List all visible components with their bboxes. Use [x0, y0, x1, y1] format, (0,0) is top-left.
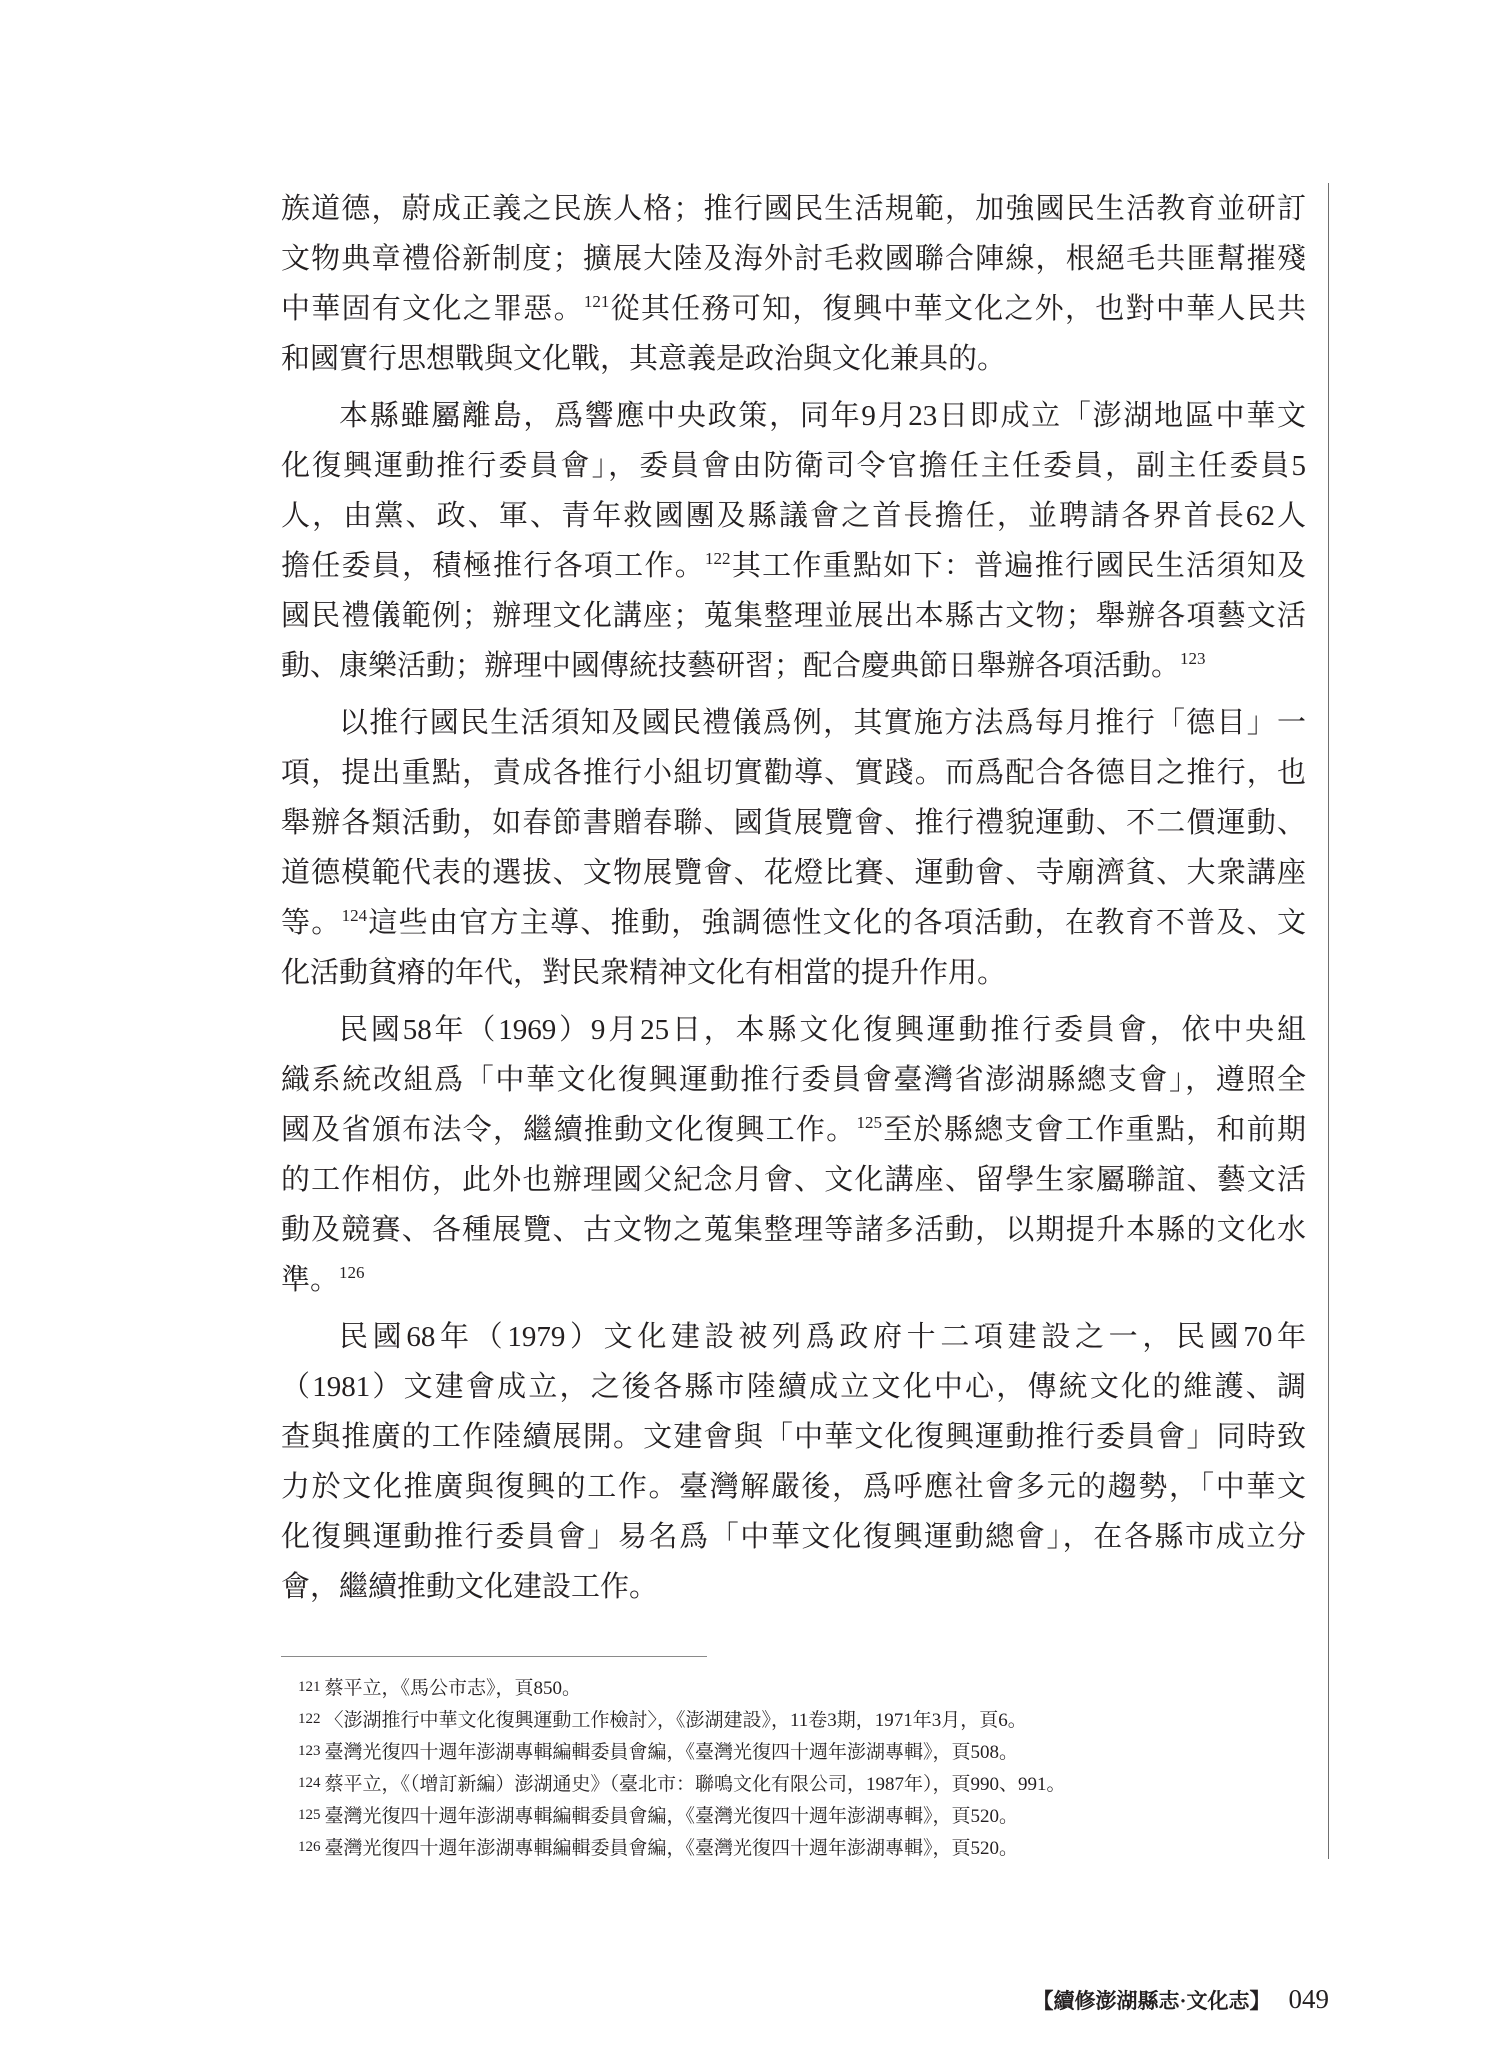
line-text: 動、康樂活動；辦理中國傳統技藝研習；配合慶典節日舉辦各項活動。 — [281, 650, 1181, 682]
text-line — [281, 1105, 1306, 1155]
body-paragraph — [281, 184, 1306, 384]
footnote-number: 124 — [298, 1775, 321, 1791]
line-text: 準。 — [281, 1264, 340, 1296]
line-text: 至於縣總支會工作重點，和前期 — [881, 1114, 1306, 1146]
running-title: 【續修澎湖縣志·文化志】 — [1032, 1989, 1271, 2013]
footnote-text: 臺灣光復四十週年澎湖專輯編輯委員會編，《臺灣光復四十週年澎湖專輯》，頁508。 — [324, 1742, 1019, 1763]
column-rule — [1328, 183, 1329, 1859]
text-line — [281, 284, 1306, 334]
text-line: 民國68年（1979）文化建設被列爲政府十二項建設之一，民國70年 — [339, 1321, 1306, 1353]
main-text — [281, 184, 1306, 1612]
text-line: 國民禮儀範例；辦理文化講座；蒐集整理並展出本縣古文物；舉辦各項藝文活 — [281, 600, 1306, 632]
footnote-number: 123 — [298, 1743, 321, 1759]
footnote-text: 臺灣光復四十週年澎湖專輯編輯委員會編，《臺灣光復四十週年澎湖專輯》，頁520。 — [324, 1838, 1019, 1859]
line-text: 其工作重點如下：普遍推行國民生活須知及 — [730, 550, 1306, 582]
footnote — [298, 1737, 1298, 1769]
line-text: 國及省頒布法令，繼續推動文化復興工作。 — [281, 1114, 857, 1146]
footnote-number: 125 — [298, 1807, 321, 1823]
footnote — [298, 1769, 1298, 1801]
text-line — [281, 641, 1306, 691]
body-paragraph — [281, 1312, 1306, 1612]
line-text: 中華固有文化之罪惡。 — [281, 293, 584, 325]
page-footer — [1032, 1982, 1329, 2021]
body-paragraph — [281, 1005, 1306, 1305]
text-line: 動及競賽、各種展覽、古文物之蒐集整理等諸多活動，以期提升本縣的文化水 — [281, 1214, 1306, 1246]
text-line: 化活動貧瘠的年代，對民衆精神文化有相當的提升作用。 — [281, 957, 1007, 989]
body-paragraph — [281, 698, 1306, 998]
text-line — [281, 898, 1306, 948]
text-line — [281, 1255, 1306, 1305]
text-line: 舉辦各類活動，如春節書贈春聯、國貨展覽會、推行禮貌運動、不二價運動、 — [281, 807, 1306, 839]
body-paragraph — [281, 391, 1306, 691]
footnotes — [298, 1673, 1298, 1865]
footnote-ref: 123 — [1180, 649, 1206, 668]
text-line: 人，由黨、政、軍、青年救國團及縣議會之首長擔任，並聘請各界首長62人 — [281, 500, 1306, 532]
text-line: 會，繼續推動文化建設工作。 — [281, 1571, 659, 1603]
text-line: 本縣雖屬離島，爲響應中央政策，同年9月23日即成立「澎湖地區中華文 — [339, 400, 1306, 432]
footnote — [298, 1801, 1298, 1833]
line-text: 這些由官方主導、推動，強調德性文化的各項活動，在教育不普及、文 — [367, 907, 1306, 939]
footnote-text: 蔡平立，《馬公市志》，頁850。 — [324, 1678, 582, 1699]
line-text: 擔任委員，積極推行各項工作。 — [281, 550, 706, 582]
footnote-text: 〈澎湖推行中華文化復興運動工作檢討〉，《澎湖建設》，11卷3期，1971年3月，頁6。 — [324, 1710, 1027, 1731]
text-line: 查與推廣的工作陸續展開。文建會與「中華文化復興運動推行委員會」同時致 — [281, 1421, 1306, 1453]
line-text: 從其任務可知，復興中華文化之外，也對中華人民共 — [609, 293, 1306, 325]
footnote-ref: 122 — [705, 549, 731, 568]
footnote — [298, 1705, 1298, 1737]
line-text: 等。 — [281, 907, 342, 939]
footnote-ref: 124 — [341, 906, 368, 925]
text-line: 文物典章禮俗新制度；擴展大陸及海外討毛救國聯合陣線，根絕毛共匪幫摧殘 — [281, 243, 1306, 275]
page-number: 049 — [1288, 1984, 1329, 2014]
text-line: 民國58年（1969）9月25日，本縣文化復興運動推行委員會，依中央組 — [339, 1014, 1306, 1046]
text-line: （1981）文建會成立，之後各縣市陸續成立文化中心，傳統文化的維護、調 — [281, 1371, 1306, 1403]
footnote-ref: 126 — [339, 1263, 365, 1282]
text-line — [281, 541, 1306, 591]
text-line: 和國實行思想戰與文化戰，其意義是政治與文化兼具的。 — [281, 343, 1007, 375]
footnote-number: 121 — [298, 1679, 321, 1695]
footnote — [298, 1833, 1298, 1865]
footnote-ref: 125 — [856, 1113, 882, 1132]
footnote-ref: 121 — [583, 292, 610, 311]
text-line: 力於文化推廣與復興的工作。臺灣解嚴後，爲呼應社會多元的趨勢，「中華文 — [281, 1471, 1306, 1503]
text-line: 以推行國民生活須知及國民禮儀爲例，其實施方法爲每月推行「德目」一 — [339, 707, 1306, 739]
footnote-text: 臺灣光復四十週年澎湖專輯編輯委員會編，《臺灣光復四十週年澎湖專輯》，頁520。 — [324, 1806, 1019, 1827]
footnote — [298, 1673, 1298, 1705]
footnote-number: 122 — [298, 1711, 321, 1727]
text-line: 的工作相仿，此外也辦理國父紀念月會、文化講座、留學生家屬聯誼、藝文活 — [281, 1164, 1306, 1196]
text-line: 化復興運動推行委員會」易名爲「中華文化復興運動總會」，在各縣市成立分 — [281, 1521, 1306, 1553]
text-line: 道德模範代表的選拔、文物展覽會、花燈比賽、運動會、寺廟濟貧、大衆講座 — [281, 857, 1306, 889]
footnote-number: 126 — [298, 1839, 321, 1855]
footnote-separator — [281, 1656, 707, 1657]
text-line: 化復興運動推行委員會」，委員會由防衛司令官擔任主任委員，副主任委員5 — [281, 450, 1306, 482]
text-line: 族道德，蔚成正義之民族人格；推行國民生活規範，加強國民生活教育並研訂 — [281, 193, 1306, 225]
footnote-text: 蔡平立，《（增訂新編）澎湖通史》（臺北市：聯鳴文化有限公司，1987年），頁990、991。 — [324, 1774, 1066, 1795]
text-line: 項，提出重點，責成各推行小組切實勸導、實踐。而爲配合各德目之推行，也 — [281, 757, 1306, 789]
text-line: 織系統改組爲「中華文化復興運動推行委員會臺灣省澎湖縣總支會」，遵照全 — [281, 1064, 1306, 1096]
